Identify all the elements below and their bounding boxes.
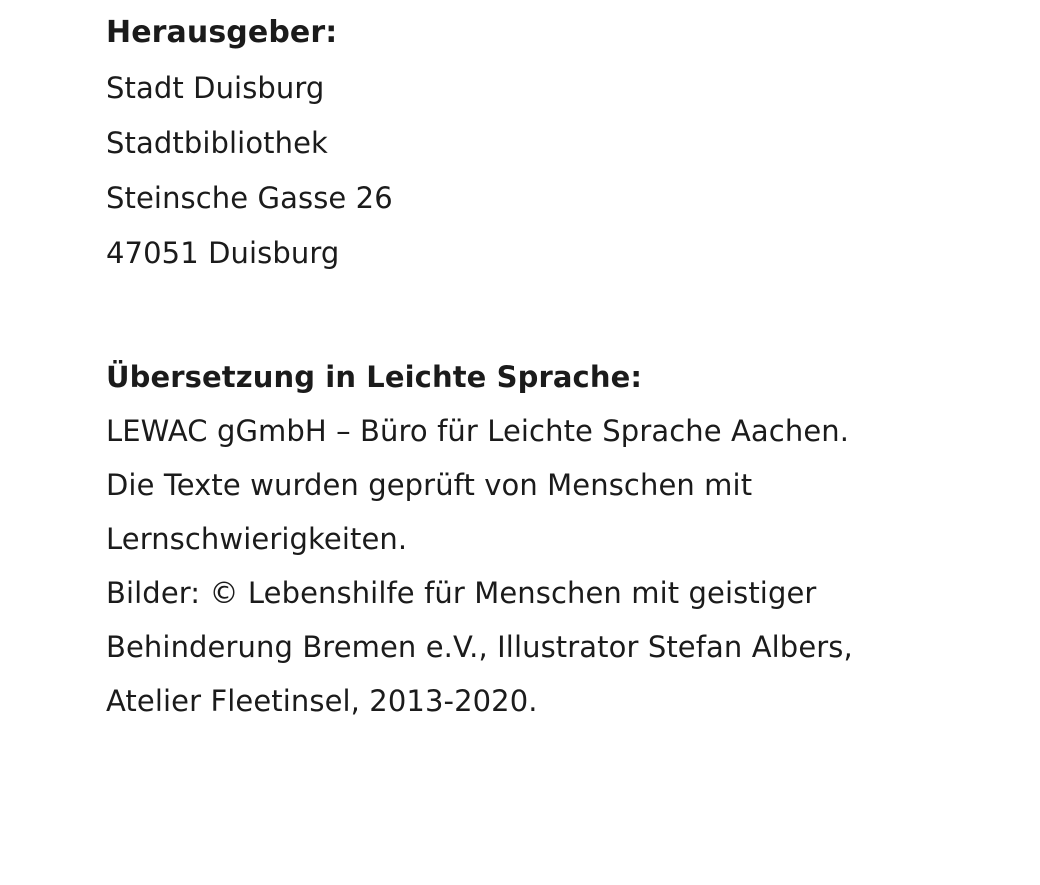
translation-section: [106, 360, 980, 718]
translation-line-agency: LEWAC gGmbH – Büro für Leichte Sprache Aachen.: [106, 414, 850, 448]
translation-paragraph: [106, 414, 980, 718]
translation-line-checked-1: Die Texte wurden geprüft von Menschen mit: [106, 468, 753, 502]
address-line-institution: Stadtbibliothek: [106, 126, 328, 160]
publisher-address: [106, 71, 980, 270]
address-line-city: Stadt Duisburg: [106, 71, 325, 105]
publisher-heading: Herausgeber:: [106, 15, 338, 50]
address-line-postal: 47051 Duisburg: [106, 236, 340, 270]
translation-line-images-2: Behinderung Bremen e.V., Illustrator Stefan Albers,: [106, 630, 853, 664]
translation-line-checked-2: Lernschwierigkeiten.: [106, 522, 408, 556]
address-line-street: Steinsche Gasse 26: [106, 181, 393, 215]
translation-line-images-1: Bilder: © Lebenshilfe für Menschen mit geistiger: [106, 576, 817, 610]
section-spacer: [106, 268, 980, 363]
publisher-section: [106, 15, 980, 270]
translation-heading: Übersetzung in Leichte Sprache:: [106, 360, 643, 394]
translation-line-images-3: Atelier Fleetinsel, 2013-2020.: [106, 684, 538, 718]
